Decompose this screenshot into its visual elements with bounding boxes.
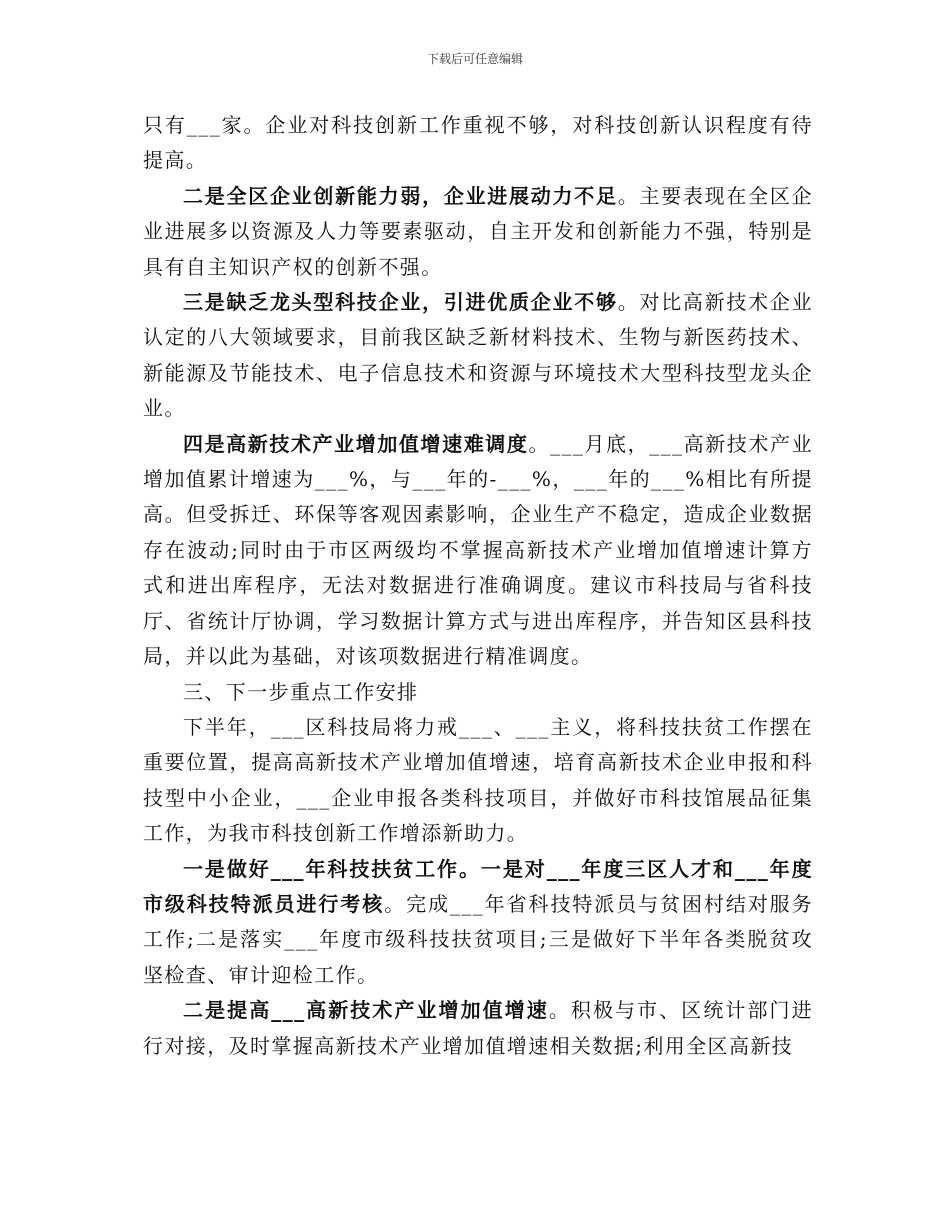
paragraph-3 <box>143 285 813 427</box>
paragraph-7-bold: 一是做好___年科技扶贫工作。一是对___年度三区人才和___年度市级科技特派员进行考核 <box>143 856 813 916</box>
page-header: 下载后可任意编辑 <box>426 52 523 66</box>
paragraph-2-text: 。主要表现在全区企业进展多以资源及人力等要素驱动，自主开发和创新能力不强，特别是具有自主知识产权的创新不强。 <box>143 183 814 279</box>
paragraph-1 <box>143 108 813 179</box>
paragraph-2 <box>143 179 813 285</box>
paragraph-2-bold: 二是全区企业创新能力弱，企业进展动力不足 <box>183 183 618 208</box>
paragraph-3-bold: 三是缺乏龙头型科技企业，引进优质企业不够 <box>183 290 618 315</box>
paragraph-7 <box>143 852 813 994</box>
paragraph-8-bold: 二是提高___高新技术产业增加值增速 <box>183 998 549 1023</box>
paragraph-4-bold: 四是高新技术产业增加值增速难调度 <box>183 431 529 456</box>
paragraph-7-text: 。完成___年省科技特派员与贫困村结对服务工作;二是落实___年度市级科技扶贫项目;三是做好下半年各类脱贫攻坚检查、审计迎检工作。 <box>143 891 813 987</box>
paragraph-1-text: 只有___家。企业对科技创新工作重视不够，对科技创新认识程度有待提高。 <box>143 113 813 173</box>
paragraph-8 <box>143 993 813 1064</box>
paragraph-8-text: 。积极与市、区统计部门进行对接，及时掌握高新技术产业增加值增速相关数据;利用全区高新技 <box>143 998 813 1058</box>
section-heading-text: 三、下一步重点工作安排 <box>183 679 419 704</box>
paragraph-6 <box>143 710 813 852</box>
paragraph-4 <box>143 427 813 675</box>
section-heading <box>143 675 813 710</box>
paragraph-4-text: 。___月底，___高新技术产业增加值累计增速为___%，与___年的-___%，___年的___%相比有所提高。但受拆迁、环保等客观因素影响，企业生产不稳定，造成企业数据存在波动;同时由于市区两级均不掌握高新技术产业增加值增速计算方式和进出库程序，无法对数据进行准确调度。建议市科技局与省科技厅、省统计厅协调，学习数据计算方式与进出库程序，并告知区县科技局，并以此为基础，对该项数据进行精准调度。 <box>143 431 813 669</box>
document-body <box>143 108 813 1064</box>
paragraph-6-text: 下半年，___区科技局将力戒___、___主义，将科技扶贫工作摆在重要位置，提高高新技术产业增加值增速，培育高新技术企业申报和科技型中小企业，___企业申报各类科技项目，并做好市科技馆展品征集工作，为我市科技创新工作增添新助力。 <box>143 714 813 846</box>
paragraph-3-text: 。对比高新技术企业认定的八大领域要求，目前我区缺乏新材料技术、生物与新医药技术、新能源及节能技术、电子信息技术和资源与环境技术大型科技型龙头企业。 <box>143 290 814 421</box>
